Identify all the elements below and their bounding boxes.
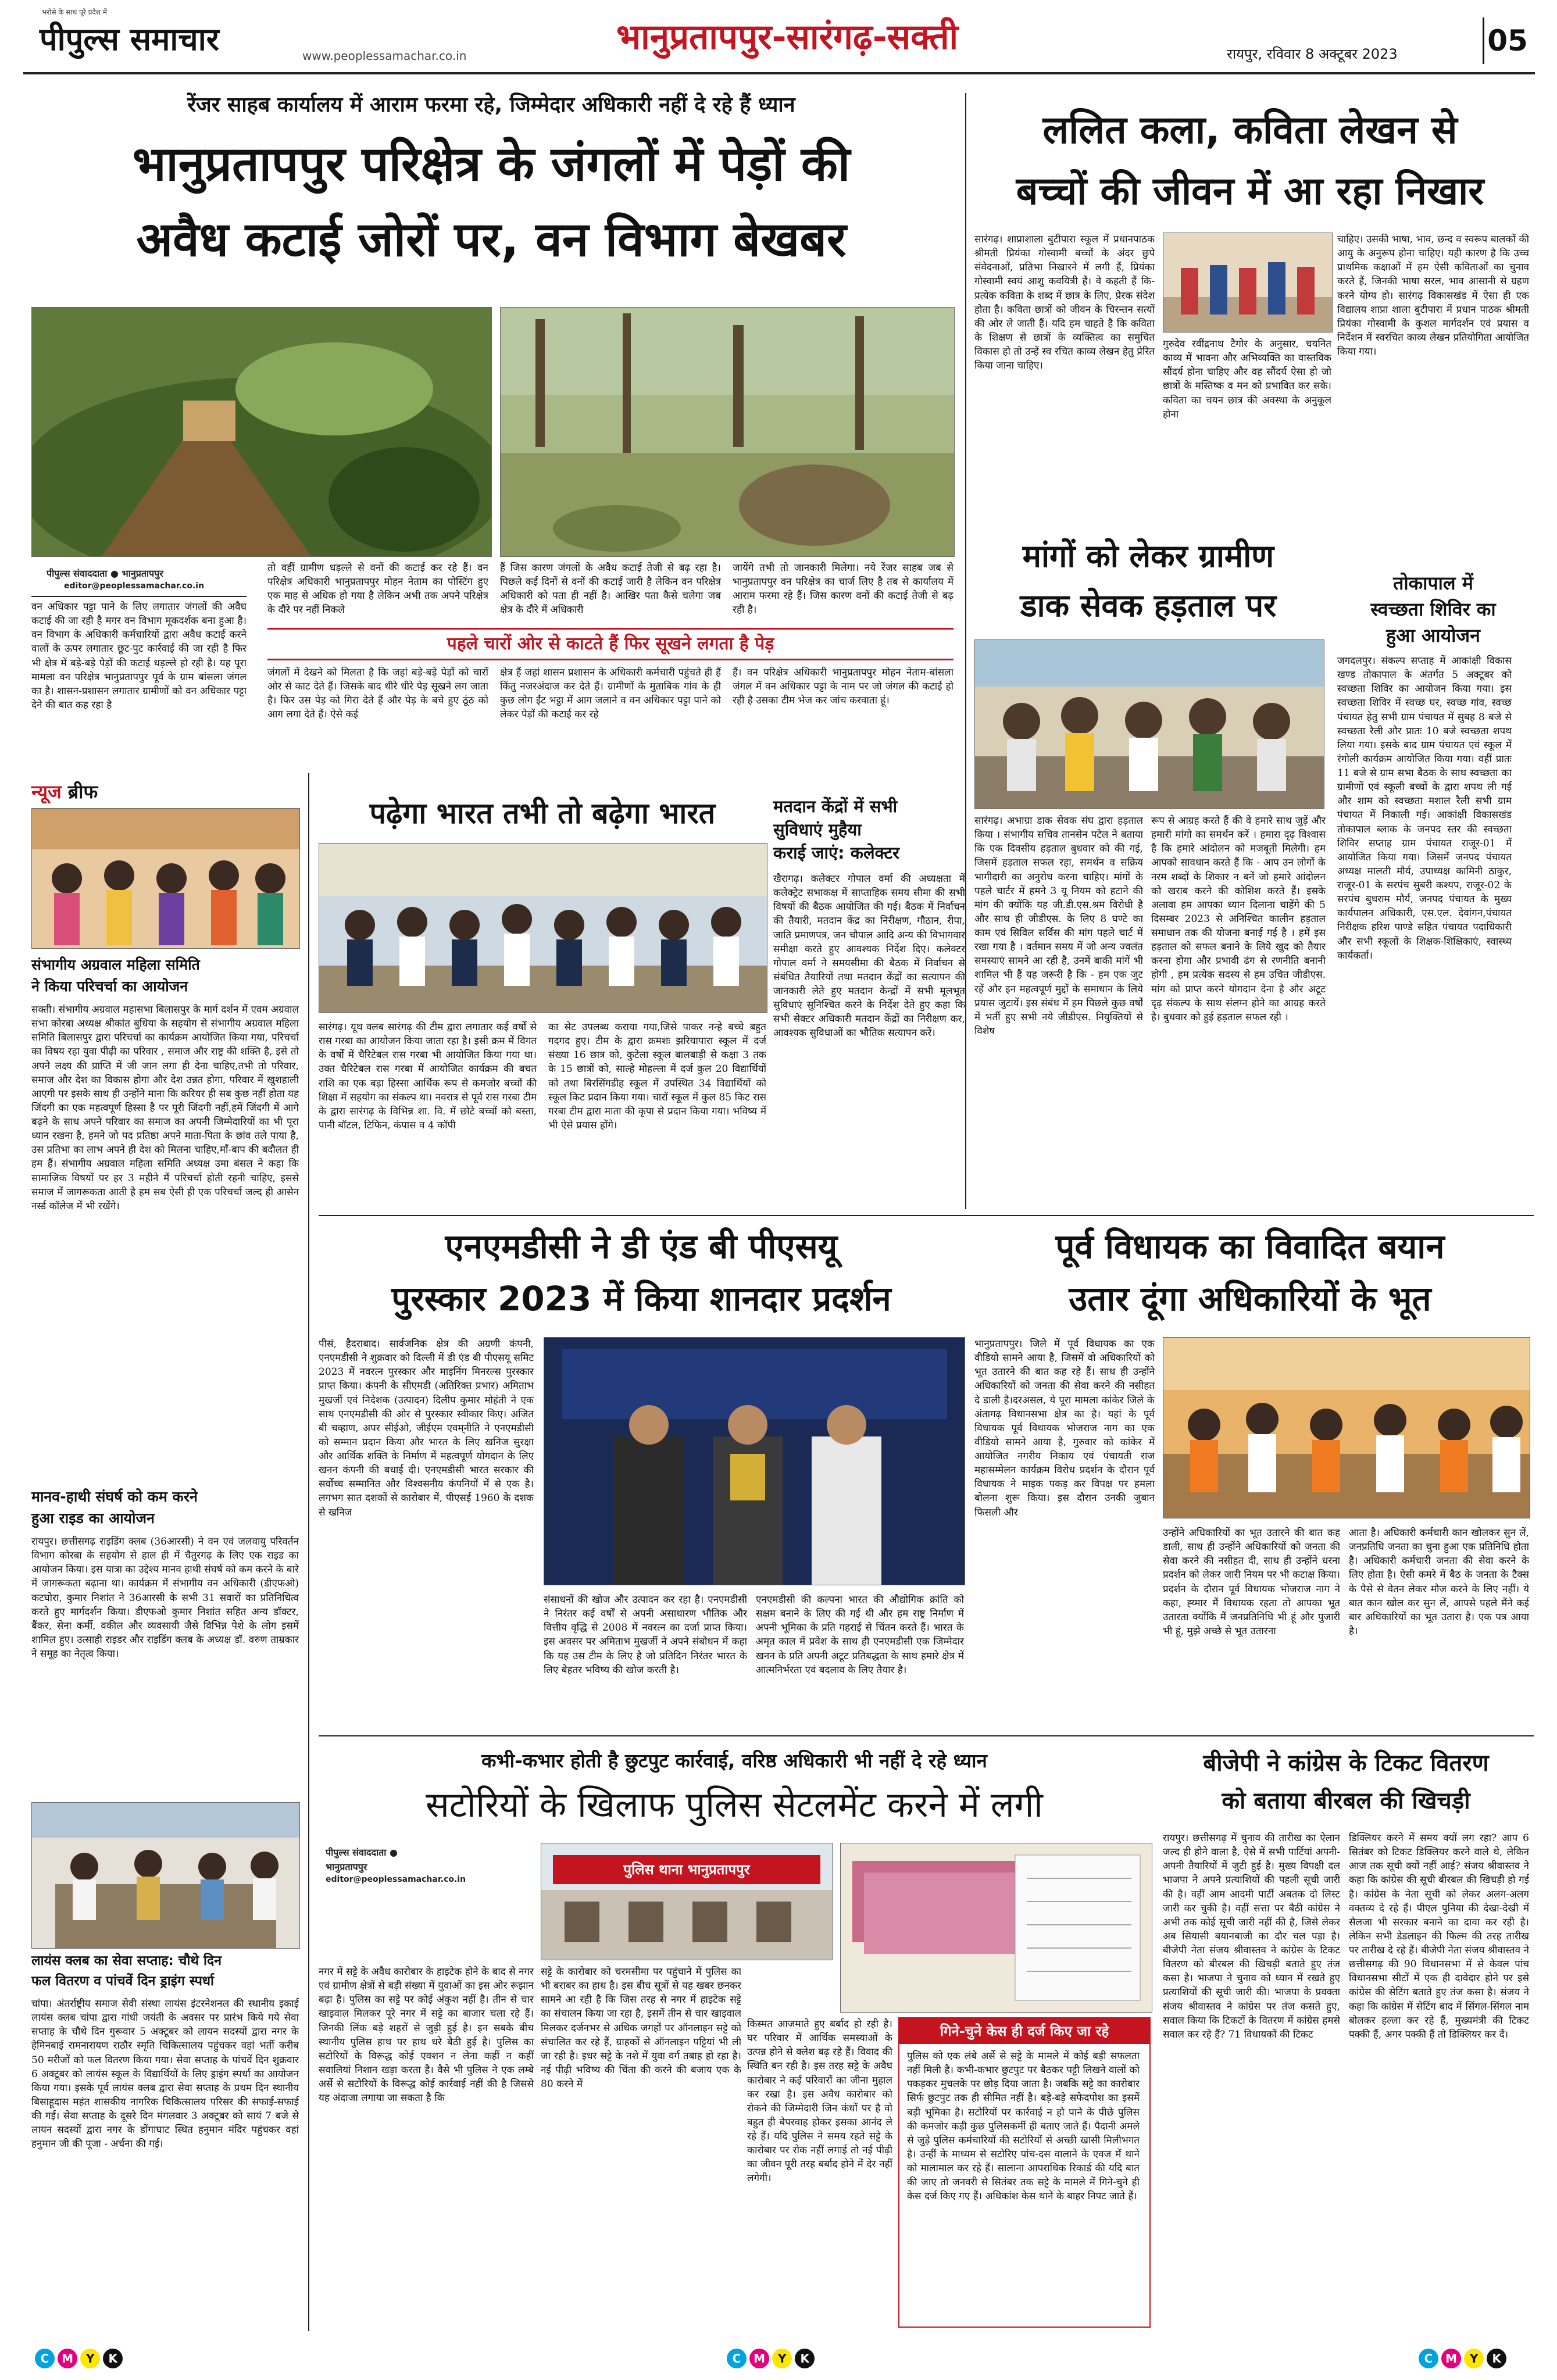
cmyk-k-center: K	[795, 2349, 815, 2368]
brief3-text: चांपा। अंतर्राष्ट्रीय समाज सेवी संस्था लायंस इंटरनेशनल की स्थानीय इकाई लायंस क्लब चांपा द्वारा गांधी जयंती के अवसर पर प्रारंभ किये गये सेवा सप्ताह के चौथे दिन गुरूवार 5 अक्टूबर को लायन सदस्यों द्वारा नगर के हेमिनबाई रामनारायण राठौर स्मृति चिकित्सालय पहुंचकर वहां भर्ती करीब 50 मरीजों को फल वितरण किया गया। सेवा सप्ताह के पांचवें दिन शुक्रवार 6 अक्टूबर को लायंस स्कूल के विद्यार्थियों के लिए ड्राइंग स्पर्धा का आयोजन किया गया। इसके पूर्व लायंस क्लब द्वारा सेवा सप्ताह के प्रथम दिन स्थानीय बिसाहूदास महंत शासकीय नागरिक चिकित्सालय परिसर की सफाई-सफाई की गई। सेवा सप्ताह के दूसरे दिन मंगलवार 3 अक्टूबर को सायं 7 बजे से लायन सदस्यों द्वारा नगर के डोंगाघाट स्थित हनुमान मंदिर पहुंचकर वहां हनुमान जी की पूजा - अर्चना की गई।	[31, 1998, 299, 2150]
story8-col3: आता है। अधिकारी कर्मचारी कान खोलकर सुन लें, जनप्रतिधि जनता का चुना हुआ एक प्रतिनिधि होता है। अधिकारी कर्मचारी जनता की सेवा करने के लिए होता है। ऐसी कमरे में बैठ के जनता के टैक्स के पैसे से वेतन लेकर मौज करने के लिए नहीं। ये बात कान खोल कर सुन लें, आपसे पहले मैंने कई बार अधिकारियों का भूत उतारा है। एक पत्र आया है।	[1349, 1527, 1529, 1637]
story7-col3: एनएमडीसी की कल्पना भारत की औद्योगिक क्रांति को सक्षम बनाने के लिए की गई थी और हम राष्ट्र निर्माण में अपनी भूमिका के प्रति गहराई से चिंतन करते हैं। भारत के अमृत काल में प्रवेश के साथ ही एनएमडीसी एक जिम्मेदार खनन के प्रति अपनी अटूट प्रतिबद्धता के साथ हमारे क्षेत्र में आत्मनिर्भरता एवं बदलाव के लिए तैयार है।	[756, 1594, 964, 1676]
story5-col2: का सेट उपलब्ध कराया गया,जिसे पाकर नन्हे बच्चे बहुत गदगद हुए। टीम के द्वारा क्रमशः झरियापारा स्कूल में दर्ज संख्या 16 छात्र को, कुटेला स्कूल बालबाड़ी से कक्षा 3 तक के 15 छात्रों को, साल्हे मोहल्ला में दर्ज कुल 20 विद्यार्थियों को तथा बिरसिंगडीह स्कूल में उपस्थित 34 विद्यार्थियों को स्कूल किट प्रदान किया गया। चारों स्कूल में कुल 85 किट रास गरबा टीम द्वारा माता की कृपा से प्रदान किया गया। भविष्य में भी ऐसे प्रयास होंगे।	[548, 1021, 766, 1131]
section-title: भानुप्रतापपुर-सारंगढ़-सक्ती	[616, 17, 959, 58]
column-divider-right	[965, 93, 966, 1209]
story4-headline-line2: स्वच्छता शिविर का	[1370, 598, 1496, 620]
site-url: www.peoplessamachar.co.in	[302, 49, 467, 63]
story1-headline-line2: अवैध कटाई जोरों पर, वन विभाग बेखबर	[136, 212, 847, 267]
cmyk-m-right: M	[1441, 2349, 1461, 2368]
story9-email: editor@peoplessamachar.co.in	[326, 1875, 466, 1884]
brief1-text: सक्ती। संभागीय अग्रवाल महासभा बिलासपुर के मार्ग दर्शन में एवम अग्रवाल सभा कोरबा अध्यक्ष श्रीकांत बुधिया के सहयोग से संभागीय अग्रवाल महिला समिति बिलासपुर द्वारा परिचर्चा का कार्यक्रम आयोजित किया गया, परिचर्चा का विषय रहा युवा पीढ़ी का परिवार , समाज और राष्ट्र की शक्ति है, इसे तो अपने लक्ष्य की प्राप्ति में जी जान लगा ही देना चाहिए,तभी तो परिवार, समाज और देश का विकास होगा और देश उन्नत होगा, परिवार में खुशहाली आएगी पर इसके साथ ही उन्होंने माना कि करियर ही सब कुछ नहीं होता यह जिंदगी का एक महत्वपूर्ण हिस्सा है पर पूरी जिंदगी नहीं,हमें जिंदगी में आगे बढ़ने के साथ अपने परिवार का समाज का अपनी जिम्मेदारियों का भी पूरा ध्यान रखना है, हमने जो पद प्रतिष्ठा अपने माता-पिता के छांव तले पाया है, उस प्रतिभा का लाभ अपने ही देश को मिलना चाहिए,माँ-बाप की बदौलत ही हम हैं। संभागीय अग्रवाल महिला समिति अध्यक्ष उमा बंसल ने कहा कि सामाजिक विषयों पर हर 3 महीने मैं परिचर्चा होती रहनी चाहिए, इससे समाज में जागरूकता आती है हम सब ऐसी ही एक परिचर्चा जल्द ही आसेन नर्स्ड कॉलेज में भी रखेंगे।	[31, 1004, 299, 1212]
story4-headline-line1: तोकापाल में	[1393, 572, 1473, 594]
story8-headline-line1: पूर्व विधायक का विवादित बयान	[1055, 1227, 1445, 1266]
brief3-headline-line2: फल वितरण व पांचवें दिन ड्राइंग स्पर्धा	[31, 1974, 215, 1989]
story8-col1: भानुप्रतापपुर। जिले में पूर्व विधायक का एक वीडियो सामने आया है, जिसमें वो अधिकारियों को भूत उतारने की बात कह रहे हैं। साथ ही उन्होंने अधिकारियों को जनता की सेवा करने की नसीहत दे डाली है।दरअसल, ये पूरा मामला कांकेर जिले के अंतागढ़ विधानसभा क्षेत्र का है। यहां के पूर्व विधायक पूर्व विधायक भोजराज नाग का एक वीडियो सामने आया है, गुरुवार को कांकेर में आयोजित नगरीय निकाय एवं पंचायती राज महासम्मेलन कार्यक्रम विरोध प्रदर्शन के दौरान पूर्व विधायक ने माइक पकड़ कर विपक्ष पर हमला बोलना शुरू किया। इस दौरान उनकी जुबान फिसली और	[974, 1338, 1155, 1518]
section-divider-mid	[319, 1215, 1534, 1216]
felled-forest-image	[501, 308, 954, 556]
news-brief-label-b: ब्रीफ	[67, 781, 98, 803]
story10-col2: डिक्लियर करने में समय क्यों लग रहा? आप 6 सितंबर को टिकट डिक्लियर करने वाले थे, लेकिन आज तक सूची क्यों नहीं आई? संजय श्रीवास्तव ने कहा कि कांग्रेस की सूची बीरबल की खिचड़ी हो गई है। कांग्रेस के नेता सूची को लेकर अलग-अलग वक्तव्य दे रहे हैं। पीएल पुनिया की देखा-देखी में सैलजा भी सरकार बनाने का दावा कर रही है। लेकिन सभी डेडलाइन की फिल्म की तरह तारीख पर तारीख दे रहे हैं। बीजेपी नेता संजय श्रीवास्तव ने छत्तीसगढ़ की 90 विधानसभा में से केवल पांच विधानसभा सीटों में एक ही दावेदार होने पर इसे कांग्रेस की सेटिंग बताते हुए तंज कसा है। संजय ने कहा कि कांग्रेस में सेटिंग बाद में सिंगल-सिंगल नाम बोलकर हल्ला कर रहे हैं, मुख्यमंत्री की टिकट पक्की हैं, अगर पक्की हैं तो डिक्लियर कर दें।	[1349, 1832, 1529, 2040]
cmyk-c-center: C	[727, 2349, 747, 2368]
story5-photo	[319, 843, 767, 1013]
police-building-image	[541, 1890, 832, 1960]
cmyk-y: Y	[80, 2349, 100, 2368]
story9-col2: सट्टे के कारोबार को चरमसीमा पर पहुंचाने में पुलिस का भी बराबर का हाथ है। इस बीच सूत्रों से यह खबर छनकर सामने आ रही है कि जिस तरह से नगर में हाइटेक सट्टे का संचालन किया जा रहा है, इसमें तीन से चार खाइवाल मिलकर दर्जनभर से अधिक जगहों पर ऑनलाइन सट्टे को संचालित कर रहे हैं, ग्राहकों से ऑनलाइन पट्टियां भी ली जा रही है। इधर सट्टे के नशे में युवा वर्ग तबाह हो रहा है। नई पीढ़ी भविष्य की चिंता की करने की बजाय एक के 80 करने में	[541, 1966, 741, 2090]
story1-photo-cut-stump	[31, 307, 492, 557]
story1-sub-col3: हैं। वन परिक्षेत्र अधिकारी भानुप्रतापपुर मोहन नेताम-बांसला जंगल में वन अधिकार पट्टा के नाम पर जो जंगल की कटाई हो रही है उसका टीम भेज कर जांच करवाता हूं।	[733, 667, 954, 707]
cmyk-strip-right	[1419, 2349, 1506, 2368]
brief-column-divider	[308, 773, 309, 2331]
story6-headline-line2: सुविधाएं मुहैया	[773, 820, 862, 839]
story8-headline-line2: उतार दूंगा अधिकारियों के भूत	[1069, 1279, 1431, 1318]
cmyk-k-right: K	[1487, 2349, 1506, 2368]
cmyk-c: C	[35, 2349, 55, 2368]
cut-stump-image	[32, 308, 491, 556]
brief2-headline-line1: मानव-हाथी संघर्ष को कम करने	[31, 1488, 198, 1505]
story7-col1: पीसं, हैदराबाद। सार्वजनिक क्षेत्र की अग्रणी कंपनी, एनएमडीसी ने शुक्रवार को दिल्ली में डी एंड बी पीएसयू समिट 2023 में नवरत्न पुरस्कार और माइनिंग मिनरल्स पुरस्कार प्राप्त किया। कंपनी के सीएमडी (अतिरिक्त प्रभार) अमिताभ मुखर्जी एवं निदेशक (उत्पादन) दिलीप कुमार मोहंती ने एक साथ एनएमडीसी की ओर से पुरस्कार स्वीकार किए। अजित बी चव्हाण, अपर सीईओ, जीईएम एवम्‌नीति ने एनएमडीसी को सम्मान प्रदान किया और भारत के लिए खनिज सुरक्षा और आर्थिक शक्ति के निर्माण में महत्वपूर्ण योगदान के लिए खनन कंपनी की बधाई दी। एनएमडीसी भारत सरकार की सर्वोच्च सम्मानित और विश्वसनीय कंपनियों में से एक है। लगभग सात दशकों से कारोबार में, पीएसई 1960 के दशक से खनिज	[319, 1338, 534, 1518]
story1-byline: पीपुल्स संवाददाता ● भानुप्रतापपुर	[47, 568, 163, 579]
masthead-rule	[23, 72, 1535, 74]
story1-sub-col1: जंगलों में देखने को मिलता है कि जहां बड़े-बड़े पेड़ों को चारों ओर से काट देते हैं। जिसके बाद धीरे धीरे पेड़ सूखने लग जाता है। फिर उस पेड़ को गिरा देते हैं और पेड़ के बचे हुए ठूंठ को आग लगा देते हैं। ऐसे कई	[267, 667, 488, 721]
news-brief-label	[31, 779, 98, 804]
logo-tagline: भरोसे के साथ पूरे प्रदेश में	[42, 8, 108, 16]
story6-headline-line3: कराई जाएं: कलेक्टर	[773, 843, 899, 863]
story1-col3: हैं जिस कारण जंगलों के अवैध कटाई तेजी से बढ़ रहा है। पिछले कई दिनों से वनों की कटाई जारी है लेकिन वन परिक्षेत्र अधिकारी को पता ही नहीं है। आखिर पता कैसे चलेगा जब क्षेत्र के दौरे में अधिकारी	[500, 562, 721, 616]
story1-sub-col2: क्षेत्र हैं जहां शासन प्रशासन के अधिकारी कर्मचारी पहुंचते ही हैं किंतु नजरअंदाज कर देते हैं। ग्रामीणों के मुताबिक गांव के ही कुछ लोग ईंट भट्ठा में आग जलाने व वन अधिकार पट्टा पाने को लेकर पेड़ों की कटाई कर रहे	[500, 667, 721, 721]
cmyk-k: K	[103, 2349, 123, 2368]
brief2-headline-line2: हुआ राइड का आयोजन	[31, 1510, 155, 1527]
story3-col1: सारंगढ़। अभाग्रा डाक सेवक संघ द्वारा हड़ताल किया । संभागीय सचिव तानसेन पटेल ने बताया कि एक दिवसीय हड़ताल बुधवार को की गई, जिसमें हड़ताल सफल रहा, समर्थन व सक्रिय भागीदारी का अनुरोध करना चाहिए। मांगों के पहले चार्टर में हमने 3 यू नियम को हटाने की मांग की क्योंकि यह जी.डी.एस.श्रम विरोधी है और साथ ही जीडीएस. के लिए 8 घण्टे का काम एवं सिविल सर्विस की मांग पहले चार्ट में रखा गया है । वर्तमान समय में जो अन्य ज्वलंत समस्याएं सामने आ रही है, उनमें बाकी मांगें भी शामिल भी हैं यह जरूरी है कि - हम एक जुट रहें और इन महत्वपूर्ण मुद्दों के समाधान के लिये प्रयास जुटायें। इस संबंध में हम पिछले कुछ वर्षों में भर्ती हुए सभी नये जीडीएस. नियुक्तियों से विशेष	[974, 815, 1143, 1037]
story7-headline-line2: पुरस्कार 2023 में किया शानदार प्रदर्शन	[391, 1279, 891, 1318]
story2-col2: गुरुदेव रवींद्रनाथ टैगोर के अनुसार, चयनित काव्य में भावना और अभिव्यक्ति का वास्तविक सौंदर्य होना चाहिए और वह सौंदर्य ऐसा हो जो छात्रों के मस्तिष्क व मन को प्रभावित कर सके। कविता का चयन छात्र की अवस्था के अनुकूल होना	[1163, 338, 1331, 420]
story7-headline-line1: एनएमडीसी ने डी एंड बी पीएसयू	[445, 1227, 838, 1266]
dateline: रायपुर, रविवार 8 अक्टूबर 2023	[1227, 46, 1398, 62]
section-divider-lower	[319, 1735, 1534, 1736]
story8-col2: उन्होंने अधिकारियों का भूत उतारने की बात कह डाली, साथ ही उन्होंने अधिकारियों को जनता की सेवा करने की नसीहत दी, साथ ही उन्होंने धरना प्रदर्शन को लेकर जारी नियम पर भी कटाक्ष किया। प्रदर्शन के दौरान पूर्व विधायक भोजराज नाग ने कहा, ह्य्मार मैं विधायक रहता तो आपका भूत उतारता क्योंकि मैं जनप्रतिनिधि भी हूं और पुजारी भी हूं, मुझे अच्छे से भूत उतारना	[1163, 1527, 1340, 1637]
story1-photo-felled-forest	[500, 307, 955, 557]
story2-headline-line1: ललित कला, कविता लेखन से	[1042, 108, 1458, 152]
award-ceremony-image	[544, 1338, 965, 1585]
masthead	[0, 0, 1557, 74]
brief1-image	[32, 809, 299, 948]
story7-photo-award	[544, 1337, 965, 1585]
story7-col2: संसाधनों की खोज और उत्पादन कर रहा है। एनएमडीसी ने निरंतर कई वर्षों से अपनी असाधारण भौतिक और वित्तीय वृद्धि से 2008 में नवरत्न का दर्जा प्राप्त किया। इस अवसर पर अमिताभ मुखर्जी ने अपने संबोधन में कहा कि यह उस टीम के लिए है जो प्रतिदिन निरंतर भारत के लिए बेहतर भविष्य की खोज करती है।	[544, 1594, 747, 1676]
brief2-text: रायपुर। छत्तीसगढ़ राइडिंग क्लब (36आरसी) ने वन एवं जलवायु परिवर्तन विभाग कोरबा के सहयोग से हाल ही में चैतुरगढ़ के लिए एक राइड का आयोजन किया। इस यात्रा का उद्देश्य मानव हाथी संघर्ष को कम करने के बारे में जागरूकता बढ़ाना था। कार्यक्रम में संभागीय वन अधिकारी (डीएफओ) कटघोरा, कुमार निशांत ने 36आरसी के सभी 31 सवारों का प्रतिनिधित्व करते हुए मार्गदर्शन किया। डीएफओ कुमार निशांत सहित अन्य डॉक्टर, बैंकर, सेना कर्मी, वकील और व्यवसायी जैसे विभिन्न पेशे के लोग इसमें शामिल हुए। उत्साही राइडर और राइडिंग क्लब के अध्यक्ष डॉ. वरुण ताम्रकार ने समूह का नेतृत्व किया।	[31, 1536, 299, 1660]
story2-photo-students	[1163, 233, 1333, 333]
cmyk-strip-left	[35, 2349, 123, 2368]
story2-col3: चाहिए। उसकी भाषा, भाव, छन्द व स्वरूप बालकों की आयु के अनुरूप होना चाहिए। यही कारण है कि उच्च प्राथमिक कक्षाओं में हम ऐसी कविताओं का चुनाव करते हैं, जिनकी भाषा सरल, भाव आसानी से ग्रहण करने योग्य हो। सारंगढ़ विकासखंड में ऐसा ही एक विद्यालय शाप्रा शाला बुटीपारा में प्रधान पाठक श्रीमती प्रियंका गोस्वामी के कुशल मार्गदर्शन एवं प्रयास व निर्देशन में स्वरचित काव्य लेखन प्रतियोगिता आयोजित किया गया।	[1337, 234, 1529, 358]
story9-kicker: कभी-कभार होती है छुटपुट कार्रवाई, वरिष्ठ अधिकारी भी नहीं दे रहे ध्यान	[481, 1749, 987, 1772]
story3-headline-line2: डाक सेवक हड़ताल पर	[1020, 587, 1277, 624]
page-number: 05	[1483, 17, 1531, 64]
story3-col2: रूप से आग्रह करते हैं की वे हमारे साथ जुड़ें और हमारी मांगो का समर्थन करें । हमारा दृढ़ विश्वास है कि हमारे आंदोलन को मजबूती मिलेगी। हम आपको सावधान करते हैं कि - आप उन लोगों के नरम शब्दों के शिकार न बनें जो हमारे आंदोलन को खराब करने की कोशिश करते हैं। इसके अलावा हम आपका ध्यान दिलाना चाहेंगे की 5 दिसम्बर 2023 से अनिश्चित कालीन हड़ताल समाधान तक की योजना बनाई गई है । हमें इस हड़ताल को सफल बनाने के लिये खुद को तैयार करना होगा और प्रभावी ढंग से रणनीति बनानी होगी , हम प्रत्येक सदस्य से हम उचित जीडीएस. मांग को प्राप्त करने योगदान देना है और अटूट दृढ़ संकल्प के साथ संलग्न होने का आग्रह करते है। बुधवार को हुई हड़ताल सफल रही ।	[1151, 815, 1326, 1023]
students-image	[1163, 233, 1332, 332]
story9-byline-a: पीपुल्स संवाददाता ●	[326, 1847, 398, 1858]
cmyk-m: M	[58, 2349, 77, 2368]
story9-byline-b: भानुप्रतापपुर	[326, 1861, 367, 1872]
brief1-photo	[31, 808, 300, 949]
story1-headline-line1: भानुप्रतापपुर परिक्षेत्र के जंगलों में पेड़ों की	[132, 137, 851, 192]
story5-headline: पढ़ेगा भारत तभी तो बढ़ेगा भारत	[369, 796, 716, 830]
story5-col1: सारंगढ़। यूथ क्लब सारंगढ़ की टीम द्वारा लगातार कई वर्षों से रास गरबा का आयोजन किया जाता रहा है। इसी क्रम में विगत के वर्षों में चैरिटेबल रास गरबा भी आयोजित किया गया था। उक्त चैरिटेबल रास गरबा में आयोजित कार्यक्रम की बचत राशि का एक बड़ा हिस्सा आर्थिक रूप से कमजोर बच्चों की शिक्षा में सहयोग का संकल्प था। नवरात्र से पूर्व रास गरबा टीम के द्वारा सारंगढ़ के विभिन्न शा. वि. में छोटे बच्चों को बस्ता, पानी बॉटल, टिफिन, कंपास व 4 कॉपी	[319, 1021, 537, 1131]
story9-sidebar-title: गिने-चुने केस ही दर्ज किए जा रहे	[899, 2018, 1149, 2044]
story8-photo-protest	[1163, 1337, 1530, 1518]
story6-col: खैरागढ़। कलेक्टर गोपाल वर्मा की अध्यक्षता में कलेक्ट्रेट सभाकक्ष में साप्ताहिक समय सीमा की सभी विषयों की बैठक आयोजित की गई। बैठक में निर्वाचन की तैयारी, मतदान केंद्र का निरीक्षण, गौठान, रीपा, जाति प्रमाणपत्र, जन चौपाल आदि अन्य की विभागवार समीक्षा करते हुए आवश्यक निर्देश दिए। कलेक्टर गोपाल वर्मा ने समयसीमा की बैठक में निर्वाचन से संबंधित तैयारियों तथा मतदान केंद्रों का सत्यापन की जानकारी लेते हुए मतदान केन्द्रों में सभी मूलभूत सुविधाएं सुनिश्चित करने के निर्देश देते हुए कहा कि सभी सेक्टर अधिकारी मतदान केंद्रों का निरीक्षण कर, आवश्यक सुविधाओं का भौतिक सत्यापन करें।	[773, 873, 965, 1039]
police-station-sign: पुलिस थाना भानुप्रतापपुर	[553, 1855, 820, 1884]
story4-headline-line3: हुआ आयोजन	[1386, 624, 1480, 646]
story9-col3: किस्मत आजमाते हुए बर्बाद हो रही है। घर परिवार में आर्थिक समस्याओं के उत्पन्न होने से क्लेश बढ़ रहे हैं। विवाद की स्थिति बन रही है। इस तरह सट्टे के अवैध कारोबार ने कई परिवारों का जीना मुहाल कर रखा है। इस अवैध कारोबार को रोकने की जिम्मेदारी जिन कंधों पर है वो बहुत ही बेपरवाह होकर इसका आनंद ले रहे हैं। यदि पुलिस ने समय रहते सट्टे के कारोबार पर रोक नहीं लगाई तो नई पीढ़ी का जीवन पूरी तरह बर्बाद होने में देर नहीं लगेगी।	[747, 2018, 892, 2185]
story1-col1: वन अधिकार पट्टा पाने के लिए लगातार जंगलों की अवैध कटाई की जा रही है मगर वन विभाग मूकदर्शक बना हुआ है। वन विभाग के अधिकारी कर्मचारियों द्वारा अवैध कटाई करने वालों के ऊपर लगातार छूट-पुट कार्रवाई की जा रही है फिर भी क्षेत्र में बड़े-बड़े पेड़ों की कटाई धड़ल्ले हो रही है। यह पूरा मामला वन परिक्षेत्र भानुप्रतापपुर पूर्व के ग्राम बांसला जंगल का है। शासन-प्रशासन लगातार ग्रामीणों को वन अधिकार पट्टा देने की बात कह रहा है	[31, 601, 247, 711]
story10-col1: रायपुर। छत्तीसगढ़ में चुनाव की तारीख का ऐलान जल्द ही होने वाला है, ऐसे में सभी पार्टियां अपनी-अपनी तैयारियों में जुटी हुई है। मुख्य विपक्षी दल भाजपा ने अपने प्रत्याशियों की पहली सूची जारी की है। वहीं आम आदमी पार्टी अबतक दो लिस्ट जारी कर चुकी है। वहीं सत्ता पर बैठी कांग्रेस ने अभी तक कोई सूची जारी नहीं की है, जिसे लेकर अब सियासी बयानबाजी का दौर चल पड़ा है। बीजेपी नेता संजय श्रीवास्तव ने कांग्रेस के टिकट वितरण को बीरबल की खिचड़ी बताते हुए तंज कसा है। भाजपा ने चुनाव को ध्यान में रखते हुए प्रत्याशियों की सूची जारी की। भाजपा के प्रवक्ता संजय श्रीवास्तव ने कांग्रेस पर तंज कसते हुए, सवाल किया कि टिकटों के वितरण में कांग्रेस हमसे सवाल कर रहे हैं? 71 विधायकों की टिकट	[1163, 1832, 1340, 2040]
cmyk-strip-center	[727, 2349, 815, 2368]
protest-image	[1163, 1338, 1530, 1518]
cash-betting-slip-image	[841, 1843, 1152, 2012]
story1-email: editor@peoplessamachar.co.in	[64, 581, 205, 591]
story2-col1: सारंगढ़। शाप्राशाला बुटीपारा स्कूल में प्रधानपाठक श्रीमती प्रियंका गोस्वामी बच्चों के अंदर छुपे संवेदनाओं, प्रतिभा निखारने में लगी हैं, प्रियंका गोस्वामी स्वयं आशु कवयित्री हैं। वे कहती हैं कि- प्रत्येक कविता के शब्द में छात्र के लिए, प्रेरक संदेश होता है। कविता छात्रों को जीवन के चिरन्तन सत्यों की ओर ले जाती हैं। यदि हम चाहते है कि कविता के शिक्षण से छात्रों के व्यक्तित्व का समुचित विकास हो तो उन्हें स्व रचित काव्य लेखन हेतु प्रेरित किया जाना चाहिए।	[974, 234, 1155, 372]
story9-photo-police-station	[541, 1843, 833, 1960]
school-kit-image	[319, 844, 767, 1012]
story6-headline-line1: मतदान केंद्रों में सभी	[773, 796, 898, 816]
cmyk-m-center: M	[749, 2349, 769, 2368]
logo: पीपुल्स समाचार	[40, 21, 219, 58]
story9-sidebar-text: पुलिस को एक लंबे अर्से से सट्टे के मामले में कोई बड़ी सफलता नहीं मिली है। कभी-कभार छुटपुट पर बैठकर पट्टी लिखने वालों को पकड़कर मुचलके पर छोड़ दिया जाता है। जबकि सट्टे का कारोबार सिर्फ छुटपुट तक ही सीमित नहीं है। बड़े-बड़े सफेदपोश का इसमें बड़ी भूमिका है। सटोरियों पर कार्रवाई न हो पाने के पीछे पुलिस की कमजोर कड़ी कुछ पुलिसकर्मी ही बताए जाते हैं। पैदानी अमले से जुड़े पुलिस कर्मचारियों की सटोरियों से अच्छी खासी मिलीभगत है। उन्हीं के माध्यम से सटोरिए पांच-दस वालाने के एवज में थाने को मालामाल कर रहे हैं। सालाना आपराधिक रिकार्ड की यदि बात की जाए तो जनवरी से सितंबर तक सट्टे के मामले में गिने-चुने ही केस दर्ज किए गए हैं। अधिकांश केस थाने के बाहर निपट जाते हैं।	[907, 2050, 1140, 2203]
story2-headline-line2: बच्चों की जीवन में आ रहा निखार	[1016, 169, 1484, 213]
story1-col4: जायेंगे तभी तो जानकारी मिलेगा। नये रेंजर साहब जब से भानुप्रतापपुर वन परिक्षेत्र का चार्ज लिए है तब से कार्यालय में आराम फरमा रहे हैं। जिस कारण वनों की कटाई तेजी से बढ़ रही है।	[733, 562, 954, 616]
cmyk-y-right: Y	[1464, 2349, 1484, 2368]
story9-photo-cash-slip	[840, 1843, 1152, 2013]
brief3-image	[32, 1803, 299, 1948]
brief1-headline-line2: ने किया परिचर्चा का आयोजन	[31, 978, 188, 995]
story3-headline-line1: मांगों को लेकर ग्रामीण	[1022, 538, 1274, 574]
news-brief-label-a: न्यूज	[31, 781, 62, 803]
brief1-headline-line1: संभागीय अग्रवाल महिला समिति	[31, 956, 200, 973]
strike-crowd-image	[975, 640, 1324, 809]
story9-col1: नगर में सट्टे के अवैध कारोबार के हाइटेक होने के बाद से नगर एवं ग्रामीण क्षेत्रों से बड़ी संख्या में युवाओं का इस ओर रूझान बढ़ा है। पुलिस का सट्टे पर कोई अंकुश नहीं है। तीन से चार खाइवाल मिलकर पूरे नगर में सट्टे का बाजार चला रहे हैं। जिनकी लिंक बड़े शहरों से जुड़ी हुई है। इन सबके बीच स्थानीय पुलिस हाथ पर हाथ धरे बैठी हुई है। पुलिस का सटोरियों के विरूद्ध कोई एक्शन न लेना कहीं न कहीं सवालियां निशान खड़ा करता है। वैसे भी पुलिस ने एक लम्बे अर्से से सटोरियों के विरूद्ध कोई कार्रवाई नहीं की है जिससे यह अंदाजा लगाया जा सकता है कि	[319, 1966, 534, 2104]
story1-byline-rule	[31, 596, 247, 597]
story1-subhead: पहले चारों ओर से काटते हैं फिर सूखने लगता है पेड़	[267, 628, 954, 660]
cmyk-c-right: C	[1419, 2349, 1438, 2368]
story10-headline-line2: को बताया बीरबल की खिचड़ी	[1222, 1788, 1470, 1814]
story3-photo-strike	[974, 639, 1324, 809]
story10-headline-line1: बीजेपी ने कांग्रेस के टिकट वितरण	[1203, 1750, 1489, 1777]
story1-col2: तो वहीं ग्रामीण धड़ल्ले से वनों की कटाई कर रहे हैं। वन परिक्षेत्र अधिकारी भानुप्रतापपुर मोहन नेताम का पोस्टिंग हुए एक माह से अधिक हो गया है लेकिन अभी तक अपने परिक्षेत्र के दौरे पर नहीं निकले	[267, 562, 488, 616]
story4-col: जगदलपुर। संकल्प सप्ताह में आकांक्षी विकास खण्ड तोकापाल के अंतर्गत 5 अक्टूबर को स्वच्छता शिविर का आयोजन किया गया। इस स्वच्छता शिविर में स्वच्छ घर, स्वच्छ गांव, स्वच्छ पंचायत हेतु सभी ग्राम पंचायत में सुबह 8 बजे से स्वच्छता रैली और प्रातः 10 बजे स्वच्छता शपथ लिया गया। इसके बाद ग्राम पंचायत एवं स्कूल में रंगोली कार्यक्रम आयोजित किया गया। वहीं प्रातः 11 बजे से ग्राम सभा बैठक के साथ स्वच्छता का ग्रामीणों एवं स्कूली बच्चों के द्वारा शपथ ली गई और शाम को स्वच्छता मशाल रैली सभी ग्राम पंचायत में निकाली गई। आकांक्षी विकासखंड तोकापाल ब्लाक के जनपद स्तर की स्वच्छता शिविर सप्ताह ग्राम पंचायत राजूर-01 में आयोजित किया गया। जिसमें जनपद पंचायत अध्यक्ष मालती मौर्य, उपाध्यक्ष कामिनी ठाकुर, राजूर-01 के सरपंच सुबरी कश्यप, राजूर-02 के सरपंच बुधराम मौर्य, जनपद पंचायत के मुख्य कार्यपालन अधिकारी, एस.एल. देवांगन,पंचायत निरीक्षक हरिश पाण्डे सहित पंचायत पदाधिकारी और सभी स्कूलों के शिक्षक-शिक्षिकाएं, स्वास्थ्य कार्यकर्ता।	[1337, 655, 1512, 962]
brief3-headline-line1: लायंस क्लब का सेवा सप्ताह: चौथे दिन	[31, 1953, 222, 1968]
brief3-photo	[31, 1802, 300, 1949]
story9-headline: सटोरियों के खिलाफ पुलिस सेटलमेंट करने में लगी	[426, 1785, 1043, 1825]
story1-kicker: रेंजर साहब कार्यालय में आराम फरमा रहे, जिम्मेदार अधिकारी नहीं दे रहे हैं ध्यान	[187, 93, 795, 117]
cmyk-y-center: Y	[772, 2349, 792, 2368]
